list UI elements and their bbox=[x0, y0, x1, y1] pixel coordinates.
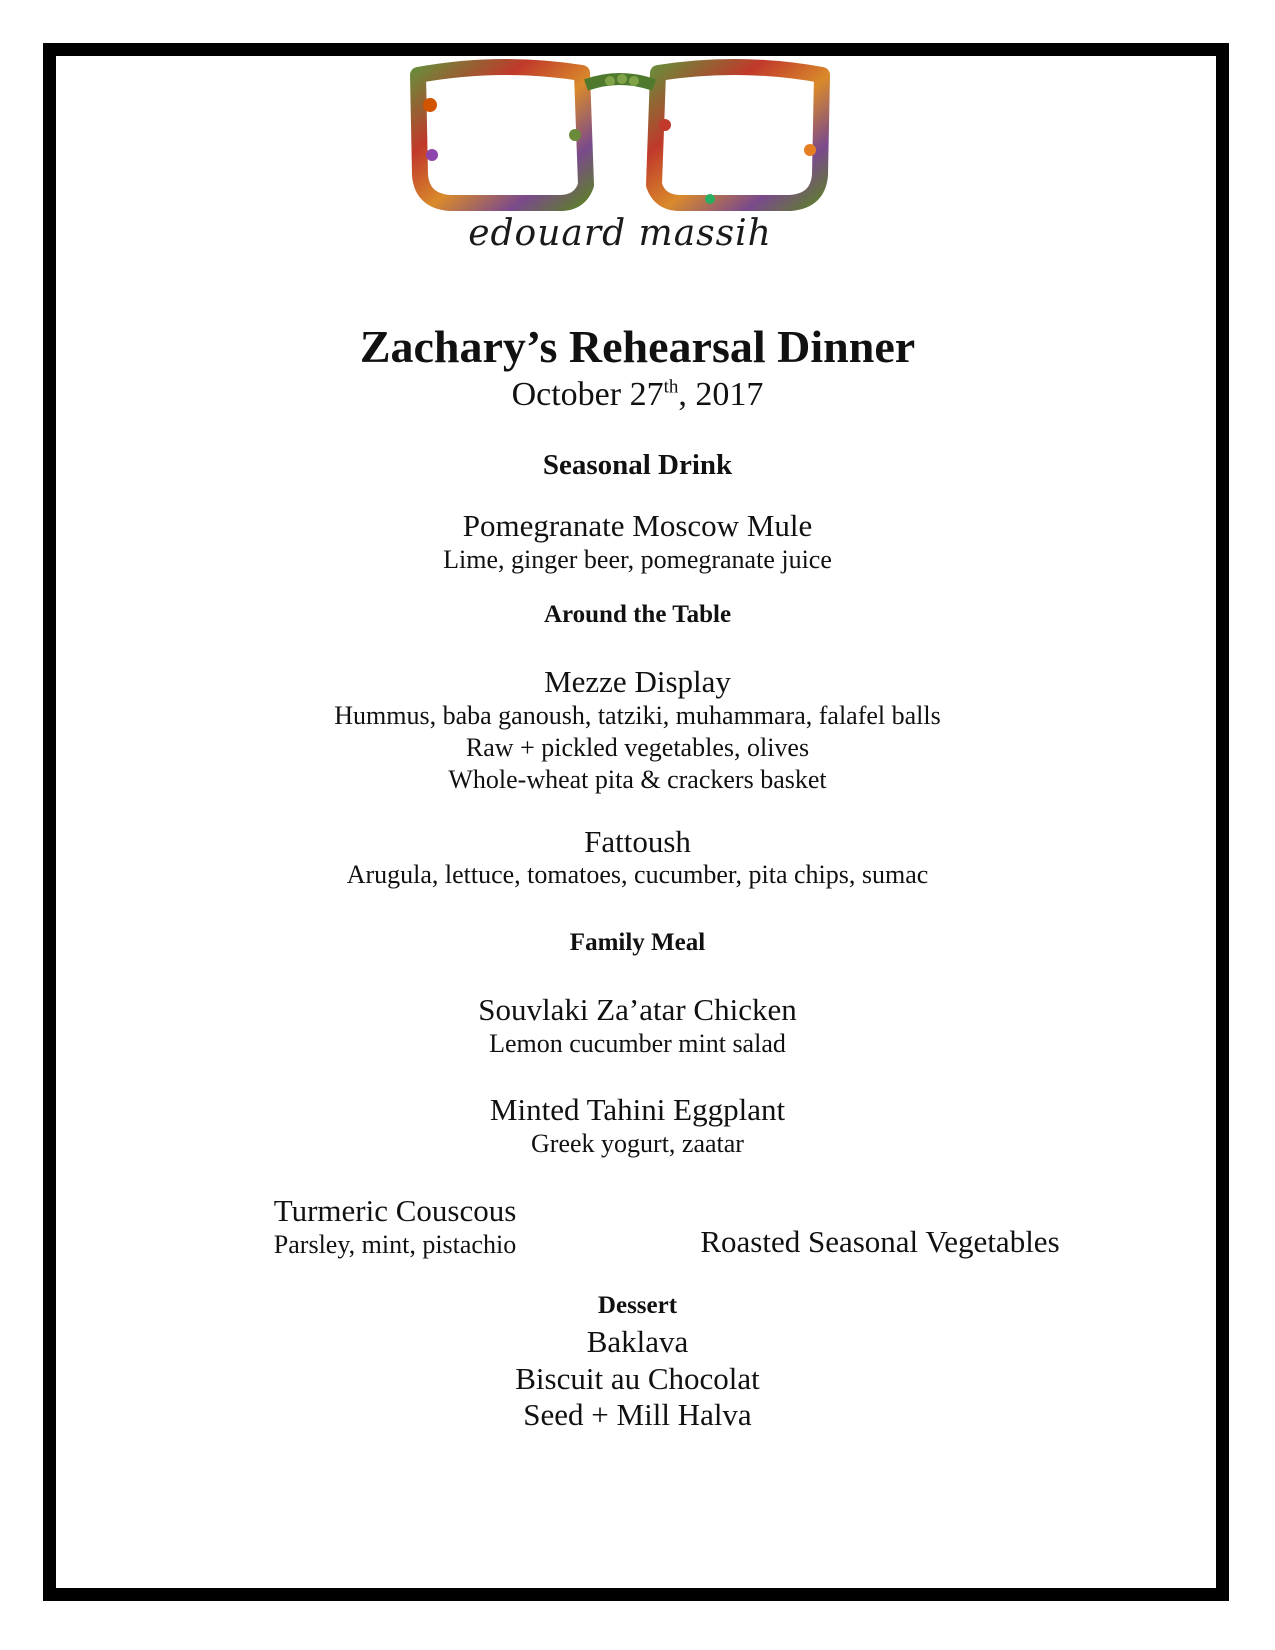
dish-description: Lemon cucumber mint salad bbox=[489, 1029, 786, 1058]
section-heading-dessert: Dessert bbox=[597, 1292, 678, 1319]
dessert-item: Biscuit au Chocolat bbox=[515, 1361, 760, 1396]
dish-description: Greek yogurt, zaatar bbox=[531, 1129, 744, 1158]
dish-name: Mezze Display bbox=[544, 664, 731, 699]
dish-name: Roasted Seasonal Vegetables bbox=[700, 1224, 1060, 1259]
section-heading-drink: Seasonal Drink bbox=[542, 449, 733, 481]
section-heading-family: Family Meal bbox=[569, 929, 706, 956]
dish-description: Parsley, mint, pistachio bbox=[273, 1230, 517, 1259]
dish-name: Fattoush bbox=[584, 824, 691, 859]
dessert-item: Seed + Mill Halva bbox=[523, 1397, 752, 1432]
dish-description: Lime, ginger beer, pomegranate juice bbox=[443, 545, 832, 574]
event-date: October 27th, 2017 bbox=[511, 376, 764, 413]
glasses-icon bbox=[410, 55, 830, 215]
dessert-item: Baklava bbox=[586, 1324, 689, 1359]
dish-name: Minted Tahini Eggplant bbox=[489, 1092, 786, 1127]
dish-description: Raw + pickled vegetables, olives bbox=[465, 733, 810, 762]
dish-name: Turmeric Couscous bbox=[273, 1193, 517, 1228]
menu-title: Zachary’s Rehearsal Dinner bbox=[359, 321, 916, 372]
brand-logo bbox=[410, 55, 830, 265]
dish-description: Whole-wheat pita & crackers basket bbox=[448, 765, 827, 794]
dish-description: Arugula, lettuce, tomatoes, cucumber, pita chips, sumac bbox=[346, 860, 929, 889]
dish-name: Souvlaki Za’atar Chicken bbox=[478, 992, 797, 1027]
dish-name: Pomegranate Moscow Mule bbox=[462, 508, 813, 543]
brand-name: edouard massih bbox=[468, 213, 772, 254]
section-heading-table: Around the Table bbox=[543, 601, 732, 628]
dish-description: Hummus, baba ganoush, tatziki, muhammara, falafel balls bbox=[334, 701, 941, 730]
